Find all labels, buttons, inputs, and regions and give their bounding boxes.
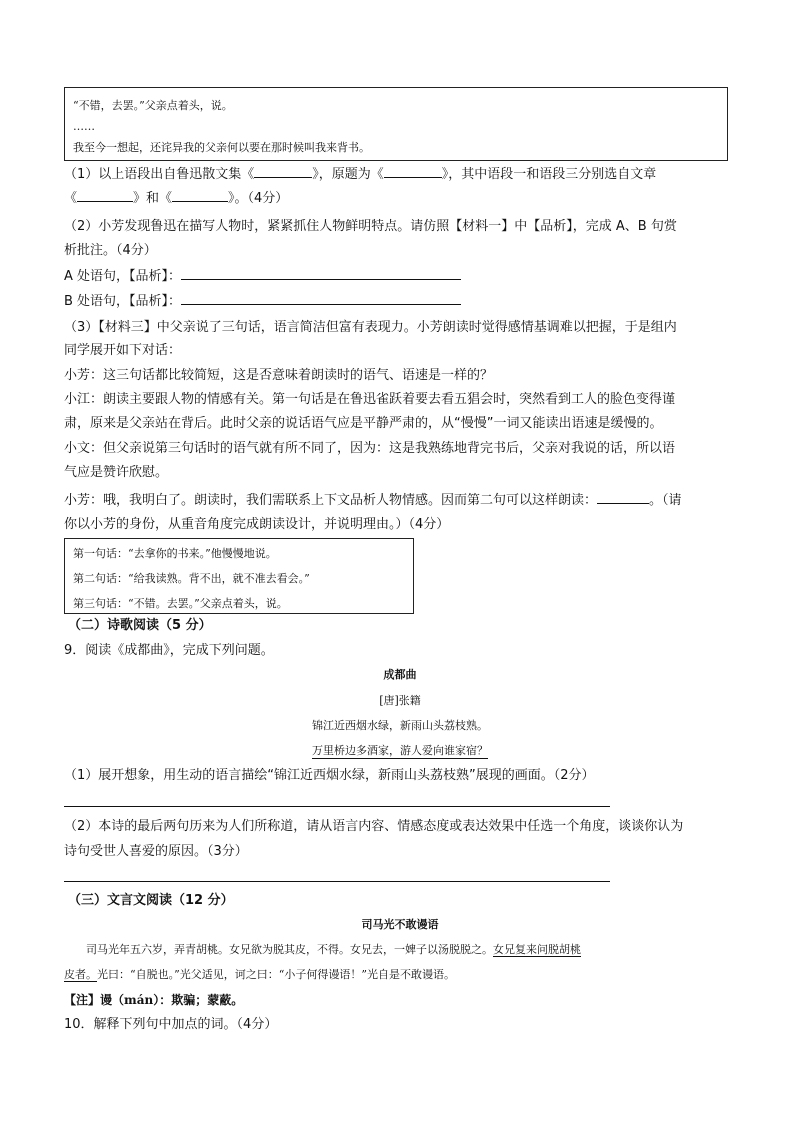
excerpt-line: 我至今一想起，还诧异我的父亲何以要在那时候叫我来背书。: [73, 141, 370, 154]
question-2-b: B 处语句，【品析】：: [64, 290, 461, 314]
answer-line[interactable]: [181, 267, 461, 280]
passage-line: 司马光年五六岁，弄青胡桃。女兄欲为脱其皮，不得。女兄去，一婢子以汤脱脱之。女兄复来问脱胡桃: [86, 943, 581, 956]
section-heading-poetry: （二）诗歌阅读（5 分）: [68, 618, 212, 633]
dialogue-line: 肃，原来是父亲站在背后。此时父亲的说话语气应是平静严肃的，从“慢慢”一词又能读出语速是缓慢的。: [64, 416, 663, 431]
dialogue-line: 小江：朗读主要跟人物的情感有关。第一句话是在鲁迅雀跃着要去看五猖会时，突然看到工人的脸色变得谨: [64, 392, 676, 407]
answer-blank[interactable]: [384, 165, 442, 178]
answer-blank[interactable]: [597, 491, 649, 504]
question-3-line1: （3）【材料三】中父亲说了三句话，语言简洁但富有表现力。小芳朗读时觉得感情基调难以把握，于是组内: [64, 320, 677, 335]
question-9-1: （1）展开想象，用生动的语言描绘“锦江近西烟水绿，新雨山头荔枝熟”展现的画面。（2分）: [64, 768, 595, 783]
father-quotes-box: [64, 538, 414, 614]
question-9: 9．阅读《成都曲》，完成下列问题。: [64, 643, 274, 658]
poem-title: 成都曲: [383, 668, 417, 681]
material-excerpt-box: [64, 87, 728, 161]
annotation-note: 【注】谩（mán）：欺骗；蒙蔽。: [64, 993, 244, 1007]
excerpt-line: “不错，去罢。”父亲点着头，说。: [73, 99, 233, 112]
poem-author: [唐]张籍: [379, 694, 421, 707]
question-9-2-line1: （2）本诗的最后两句历来为人们所称道，请从语言内容、情感态度或表达效果中任选一个角度，谈谈你认为: [64, 819, 684, 834]
dialogue-line: 小文：但父亲说第三句话时的语气就有所不同了，因为：这是我熟练地背完书后，父亲对我说的话，所以语: [64, 441, 676, 456]
passage-line: 皮者。光曰：“自脱也。”光父适见，诃之曰：“小子何得谩语！”光自是不敢谩语。: [64, 968, 455, 981]
answer-blank[interactable]: [172, 189, 228, 202]
section-heading-classical: （三）文言文阅读（12 分）: [68, 893, 234, 908]
dialogue-line: 小芳：哦，我明白了。朗读时，我们需联系上下文品析人物情感。因而第二句可以这样朗读： 。（请: [64, 493, 682, 508]
question-3-line2: 同学展开如下对话：: [64, 343, 182, 358]
question-2-a: A 处语句，【品析】：: [64, 265, 461, 289]
answer-blank[interactable]: [77, 189, 133, 202]
dialogue-line: 气应是赞许欣慰。: [64, 465, 169, 480]
question-1-line2: 《 》和《 》。（4分）: [64, 191, 289, 206]
passage-title: 司马光不敢谩语: [361, 918, 439, 931]
question-1-line1: （1）以上语段出自鲁迅散文集《 》，原题为《 》，其中语段一和语段三分别选自文章: [64, 167, 657, 182]
answer-line[interactable]: [181, 292, 461, 305]
quote-line: 第三句话：“不错。去罢。”父亲点着头，说。: [73, 597, 288, 610]
question-2-line2: 析批注。（4分）: [64, 243, 157, 258]
answer-line[interactable]: [64, 881, 610, 882]
answer-line[interactable]: [64, 806, 610, 807]
dialogue-line: 小芳：这三句话都比较简短，这是否意味着朗读时的语气、语速是一样的？: [64, 368, 494, 383]
quote-line: 第一句话：“去拿你的书来。”他慢慢地说。: [73, 547, 277, 560]
question-2-line1: （2）小芳发现鲁迅在描写人物时，紧紧抓住人物鲜明特点。请仿照【材料一】中【品析】，完成 A、B 句赏: [64, 219, 677, 234]
question-9-2-line2: 诗句受世人喜爱的原因。（3分）: [64, 844, 248, 859]
dialogue-line: 你以小芳的身份，从重音角度完成朗读设计，并说明理由。）（4分）: [64, 517, 450, 532]
quote-line: 第二句话：“给我读熟。背不出，就不准去看会。”: [73, 572, 310, 585]
excerpt-ellipsis: ……: [73, 120, 95, 133]
question-10: 10．解释下列句中加点的词。（4分）: [64, 1017, 278, 1032]
poem-line: 锦江近西烟水绿，新雨山头荔枝熟。: [312, 719, 488, 732]
poem-line: 万里桥边多酒家，游人爱向谁家宿？: [312, 744, 488, 757]
answer-blank[interactable]: [254, 165, 312, 178]
